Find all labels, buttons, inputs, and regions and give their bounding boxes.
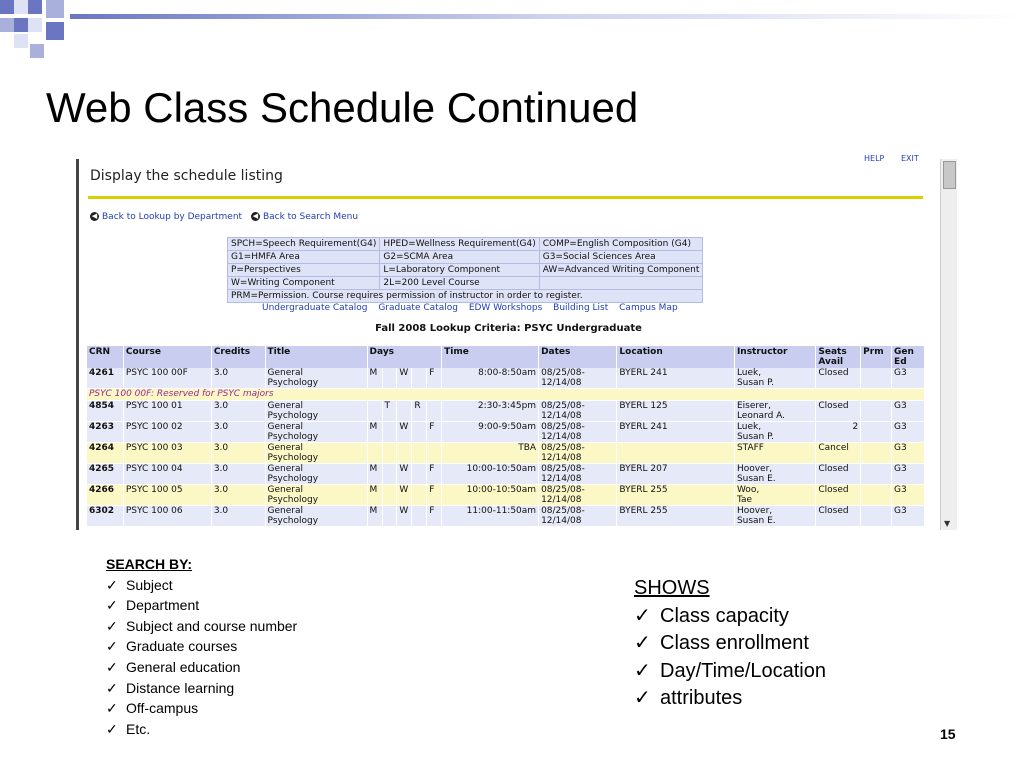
col-location[interactable]: Location — [617, 346, 735, 368]
exit-link[interactable]: EXIT — [901, 154, 919, 163]
legend-cell: AW=Advanced Writing Component — [539, 264, 703, 277]
checkmark-icon: ✓ — [106, 597, 118, 614]
col-credits[interactable]: Credits — [211, 346, 265, 368]
scroll-down-arrow-icon[interactable]: ▼ — [944, 519, 951, 528]
col-days[interactable]: Days — [367, 346, 442, 368]
time-cell: 9:00-9:50am — [442, 422, 539, 443]
instructor-first: Susan E. — [736, 474, 776, 484]
list-item — [634, 658, 826, 686]
day-cell — [427, 401, 442, 422]
time-cell: 10:00-10:50am — [442, 485, 539, 506]
gened-cell: G3 — [892, 485, 925, 506]
seats-cell: Closed — [816, 401, 861, 422]
prm-cell — [861, 368, 892, 389]
title-cell — [265, 401, 367, 422]
legend-cell: L=Laboratory Component — [380, 264, 539, 277]
list-item-label: Graduate courses — [126, 638, 238, 655]
day-cell — [397, 401, 412, 422]
date-start: 08/25/08- — [541, 464, 585, 474]
day-cell: F — [427, 368, 442, 389]
crn-cell[interactable]: 4854 — [87, 401, 123, 422]
table-row — [87, 506, 925, 527]
list-item-label: General education — [126, 658, 241, 675]
seats-cell: 2 — [816, 422, 861, 443]
shows-list — [634, 575, 826, 713]
legend-cell: HPED=Wellness Requirement(G4) — [380, 238, 539, 251]
decor-square — [46, 22, 64, 40]
edw-workshops-link[interactable]: EDW Workshops — [468, 303, 543, 313]
instructor-last: Woo, — [736, 485, 760, 495]
instructor-cell[interactable] — [734, 464, 815, 485]
day-cell: F — [427, 485, 442, 506]
legend-cell: P=Perspectives — [228, 264, 380, 277]
list-item-label: Off-campus — [126, 700, 199, 717]
instructor-cell[interactable] — [734, 506, 815, 527]
day-cell — [367, 443, 382, 464]
list-item — [106, 657, 297, 678]
seats-cell: Closed — [816, 464, 861, 485]
list-item — [106, 678, 297, 699]
prm-cell — [861, 485, 892, 506]
title-cell — [265, 443, 367, 464]
decor-square — [28, 0, 42, 14]
day-cell — [412, 485, 427, 506]
seats-cell: Closed — [816, 485, 861, 506]
back-arrow-icon: ◀ — [252, 212, 259, 220]
dates-cell — [539, 464, 617, 485]
day-cell: M — [367, 464, 382, 485]
instructor-last: Luek, — [736, 422, 762, 432]
instructor-last: Hoover, — [736, 464, 773, 474]
course-cell: PSYC 100 04 — [123, 464, 211, 485]
date-start: 08/25/08- — [541, 485, 585, 495]
instructor-last: Eiserer, — [736, 401, 771, 411]
search-by-heading: SEARCH BY: — [106, 556, 193, 572]
legend-cell: COMP=English Composition (G4) — [539, 238, 703, 251]
col-prm[interactable]: Prm — [861, 346, 892, 368]
day-cell — [382, 443, 397, 464]
table-row — [87, 485, 925, 506]
day-cell — [412, 464, 427, 485]
day-cell: M — [367, 485, 382, 506]
col-seats[interactable] — [816, 346, 861, 368]
help-link[interactable]: HELP — [864, 154, 885, 163]
undergraduate-catalog-link[interactable]: Undergraduate Catalog — [262, 303, 368, 313]
col-gened-line2: Ed — [894, 357, 907, 367]
vertical-scrollbar[interactable] — [940, 159, 957, 530]
legend-cell: PRM=Permission. Course requires permission of instructor in order to register. — [228, 290, 703, 303]
list-item — [634, 603, 826, 631]
date-start: 08/25/08- — [541, 443, 585, 453]
title-line1: General — [267, 422, 304, 432]
page-number: 15 — [940, 726, 956, 742]
day-cell — [412, 368, 427, 389]
gened-cell: G3 — [892, 422, 925, 443]
title-cell — [265, 368, 367, 389]
time-cell: 11:00-11:50am — [442, 506, 539, 527]
list-item-label: Class enrollment — [660, 632, 809, 654]
campus-map-link[interactable]: Campus Map — [619, 303, 678, 313]
location-cell — [617, 443, 735, 464]
checkmark-icon: ✓ — [634, 687, 651, 709]
title-line2: Psychology — [267, 516, 319, 526]
checkmark-icon: ✓ — [634, 659, 651, 682]
decor-square — [30, 44, 44, 58]
credits-cell: 3.0 — [211, 368, 265, 389]
day-cell: M — [367, 422, 382, 443]
day-cell: M — [367, 506, 382, 527]
day-cell: W — [397, 368, 412, 389]
checkmark-icon: ✓ — [106, 638, 118, 655]
time-cell: 8:00-8:50am — [442, 368, 539, 389]
checkmark-icon: ✓ — [634, 604, 651, 627]
attribute-legend — [227, 237, 703, 303]
dates-cell — [539, 422, 617, 443]
list-item-label: attributes — [660, 687, 743, 709]
list-item-label: Distance learning — [126, 679, 235, 696]
back-to-search-link[interactable]: Back to Search Menu — [262, 212, 359, 222]
date-end: 12/14/08 — [541, 516, 582, 526]
table-row — [87, 368, 925, 389]
day-cell — [412, 443, 427, 464]
schedule-screenshot — [76, 154, 957, 530]
list-item-label: Class capacity — [660, 604, 789, 627]
instructor-first: Leonard A. — [736, 411, 786, 421]
prm-cell — [861, 464, 892, 485]
course-cell: PSYC 100 05 — [123, 485, 211, 506]
course-cell: PSYC 100 01 — [123, 401, 211, 422]
day-cell: W — [397, 485, 412, 506]
date-end: 12/14/08 — [541, 453, 582, 463]
title-cell — [265, 464, 367, 485]
window-edge — [76, 159, 79, 530]
instructor-first: Susan P. — [736, 432, 775, 442]
title-line2: Psychology — [267, 411, 319, 421]
gened-cell: G3 — [892, 368, 925, 389]
decor-square — [14, 18, 28, 32]
title-line1: General — [267, 401, 304, 411]
time-cell: 2:30-3:45pm — [442, 401, 539, 422]
instructor-cell[interactable] — [734, 485, 815, 506]
gold-divider — [88, 196, 923, 199]
schedule-table — [87, 346, 925, 527]
decor-square — [46, 0, 64, 18]
col-title[interactable]: Title — [265, 346, 367, 368]
list-item — [106, 636, 297, 657]
title-line2: Psychology — [267, 495, 319, 505]
crn-cell[interactable]: 4266 — [87, 485, 123, 506]
checkmark-icon: ✓ — [106, 658, 118, 675]
list-item — [106, 719, 297, 740]
building-list-link[interactable]: Building List — [553, 303, 609, 313]
list-item-label: Subject — [126, 576, 173, 593]
dates-cell — [539, 401, 617, 422]
date-start: 08/25/08- — [541, 506, 585, 516]
col-course[interactable]: Course — [123, 346, 211, 368]
legend-cell — [539, 277, 703, 290]
course-cell: PSYC 100 03 — [123, 443, 211, 464]
title-line1: General — [267, 464, 304, 474]
location-cell: BYERL 241 — [617, 368, 735, 389]
dates-cell — [539, 368, 617, 389]
prm-cell — [861, 401, 892, 422]
col-seats-line2: Avail — [818, 357, 844, 367]
title-line2: Psychology — [267, 474, 319, 484]
col-gened-line1: Gen — [894, 347, 914, 357]
day-cell: F — [427, 464, 442, 485]
day-cell — [382, 422, 397, 443]
scrollbar-thumb[interactable] — [943, 161, 956, 189]
col-time[interactable]: Time — [442, 346, 539, 368]
list-item — [106, 616, 297, 637]
col-dates[interactable]: Dates — [539, 346, 617, 368]
list-item — [106, 575, 297, 596]
date-end: 12/14/08 — [541, 432, 582, 442]
checkmark-icon: ✓ — [106, 576, 118, 593]
table-row — [87, 422, 925, 443]
checkmark-icon: ✓ — [634, 632, 651, 654]
credits-cell: 3.0 — [211, 401, 265, 422]
instructor-last: Luek, — [736, 368, 762, 378]
location-cell: BYERL 207 — [617, 464, 735, 485]
day-cell — [412, 506, 427, 527]
checkmark-icon: ✓ — [106, 679, 118, 696]
location-cell: BYERL 255 — [617, 485, 735, 506]
list-item — [634, 685, 826, 713]
col-crn[interactable]: CRN — [87, 346, 123, 368]
instructor-last: Hoover, — [736, 506, 773, 516]
day-cell: W — [397, 506, 412, 527]
header-rule — [70, 14, 1024, 19]
day-cell — [367, 401, 382, 422]
prm-cell — [861, 506, 892, 527]
gened-cell: G3 — [892, 464, 925, 485]
checkmark-icon: ✓ — [106, 720, 118, 737]
crn-cell[interactable]: 4264 — [87, 443, 123, 464]
list-item-label: Day/Time/Location — [660, 659, 826, 682]
back-to-department-link[interactable]: Back to Lookup by Department — [102, 212, 243, 222]
col-instructor[interactable]: Instructor — [734, 346, 815, 368]
table-row — [87, 443, 925, 464]
list-item — [634, 630, 826, 658]
course-cell: PSYC 100 06 — [123, 506, 211, 527]
day-cell — [382, 368, 397, 389]
list-item — [106, 595, 297, 616]
nav-links — [90, 212, 364, 222]
decor-square — [0, 0, 14, 14]
credits-cell: 3.0 — [211, 443, 265, 464]
instructor-last: STAFF — [736, 443, 764, 453]
checkmark-icon: ✓ — [106, 617, 118, 634]
title-line2: Psychology — [267, 378, 319, 388]
col-gened[interactable] — [892, 346, 925, 368]
day-cell — [397, 443, 412, 464]
day-cell: W — [397, 422, 412, 443]
reserved-note-row — [87, 389, 925, 401]
lookup-criteria: Fall 2008 Lookup Criteria: PSYC Undergraduate — [375, 323, 642, 334]
crn-cell[interactable]: 4261 — [87, 368, 123, 389]
gened-cell: G3 — [892, 401, 925, 422]
decor-square — [28, 18, 42, 32]
legend-cell: G3=Social Sciences Area — [539, 251, 703, 264]
title-line2: Psychology — [267, 432, 319, 442]
day-cell — [382, 485, 397, 506]
title-line1: General — [267, 443, 304, 453]
day-cell: R — [412, 401, 427, 422]
instructor-first: Susan P. — [736, 378, 775, 388]
credits-cell: 3.0 — [211, 422, 265, 443]
credits-cell: 3.0 — [211, 506, 265, 527]
dates-cell — [539, 485, 617, 506]
title-line2: Psychology — [267, 453, 319, 463]
title-line1: General — [267, 506, 304, 516]
instructor-first: Susan E. — [736, 516, 776, 526]
decor-square — [0, 18, 14, 32]
dates-cell — [539, 443, 617, 464]
legend-cell: SPCH=Speech Requirement(G4) — [228, 238, 380, 251]
col-seats-line1: Seats — [818, 347, 847, 357]
credits-cell: 3.0 — [211, 485, 265, 506]
crn-cell[interactable]: 6302 — [87, 506, 123, 527]
date-start: 08/25/08- — [541, 401, 585, 411]
course-cell: PSYC 100 02 — [123, 422, 211, 443]
location-cell: BYERL 241 — [617, 422, 735, 443]
listing-heading: Display the schedule listing — [90, 168, 283, 184]
graduate-catalog-link[interactable]: Graduate Catalog — [378, 303, 458, 313]
legend-cell: G2=SCMA Area — [380, 251, 539, 264]
shows-heading: SHOWS — [634, 577, 710, 599]
day-cell: W — [397, 464, 412, 485]
credits-cell: 3.0 — [211, 464, 265, 485]
day-cell — [382, 506, 397, 527]
reserved-note: PSYC 100 00F: Reserved for PSYC majors — [87, 389, 925, 401]
day-cell: M — [367, 368, 382, 389]
legend-cell: G1=HMFA Area — [228, 251, 380, 264]
location-cell: BYERL 125 — [617, 401, 735, 422]
date-end: 12/14/08 — [541, 495, 582, 505]
prm-cell — [861, 443, 892, 464]
seats-cell: Closed — [816, 506, 861, 527]
day-cell — [412, 422, 427, 443]
instructor-cell[interactable] — [734, 368, 815, 389]
day-cell — [382, 464, 397, 485]
decor-square — [14, 0, 28, 14]
prm-cell — [861, 422, 892, 443]
location-cell: BYERL 255 — [617, 506, 735, 527]
title-cell — [265, 485, 367, 506]
date-end: 12/14/08 — [541, 411, 582, 421]
date-end: 12/14/08 — [541, 474, 582, 484]
legend-cell: W=Writing Component — [228, 277, 380, 290]
dates-cell — [539, 506, 617, 527]
crn-cell[interactable]: 4265 — [87, 464, 123, 485]
time-cell: TBA — [442, 443, 539, 464]
table-row — [87, 401, 925, 422]
instructor-cell — [734, 443, 815, 464]
title-line1: General — [267, 368, 304, 378]
instructor-cell[interactable] — [734, 401, 815, 422]
day-cell: T — [382, 401, 397, 422]
date-end: 12/14/08 — [541, 378, 582, 388]
title-cell — [265, 422, 367, 443]
list-item-label: Etc. — [126, 720, 151, 737]
list-item-label: Subject and course number — [126, 617, 298, 634]
seats-cell: Closed — [816, 368, 861, 389]
seats-cell: Cancel — [816, 443, 861, 464]
list-item-label: Department — [126, 597, 200, 614]
slide-title: Web Class Schedule Continued — [46, 84, 639, 131]
day-cell: F — [427, 506, 442, 527]
legend-cell: 2L=200 Level Course — [380, 277, 539, 290]
checkmark-icon: ✓ — [106, 700, 118, 717]
instructor-cell[interactable] — [734, 422, 815, 443]
day-cell: F — [427, 422, 442, 443]
back-arrow-icon: ◀ — [91, 212, 98, 220]
gened-cell: G3 — [892, 443, 925, 464]
instructor-first: Tae — [736, 495, 752, 505]
decor-square — [14, 34, 28, 48]
date-start: 08/25/08- — [541, 422, 585, 432]
course-cell: PSYC 100 00F — [123, 368, 211, 389]
crn-cell[interactable]: 4263 — [87, 422, 123, 443]
date-start: 08/25/08- — [541, 368, 585, 378]
title-cell — [265, 506, 367, 527]
day-cell — [427, 443, 442, 464]
title-line1: General — [267, 485, 304, 495]
gened-cell: G3 — [892, 506, 925, 527]
search-by-list — [106, 554, 297, 739]
time-cell: 10:00-10:50am — [442, 464, 539, 485]
table-row — [87, 464, 925, 485]
list-item — [106, 698, 297, 719]
catalog-links — [262, 303, 686, 313]
